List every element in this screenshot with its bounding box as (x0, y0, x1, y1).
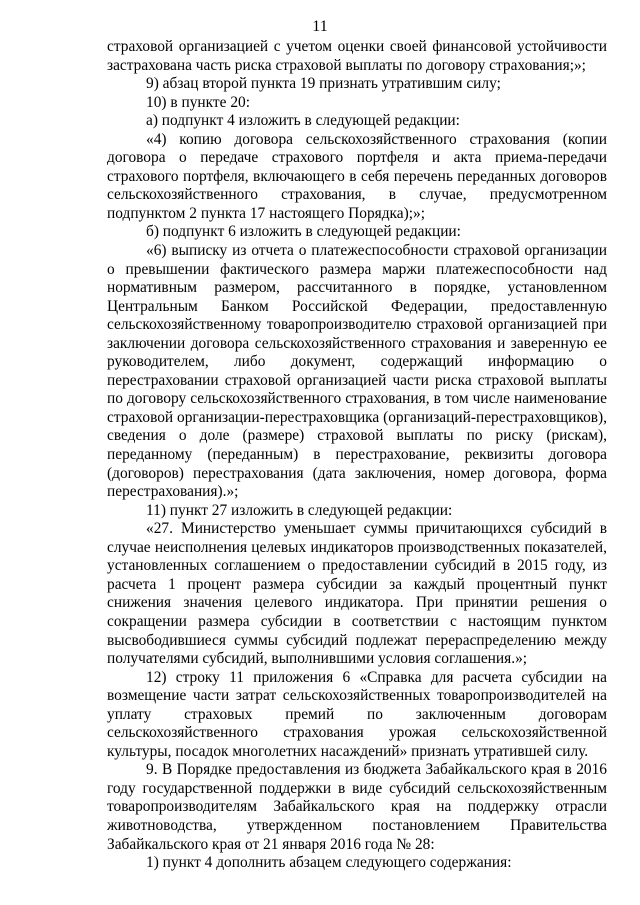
paragraph-item-10: 10) в пункте 20: (146, 93, 250, 111)
paragraph-subitem-a: а) подпункт 4 изложить в следующей редакции: (146, 112, 460, 130)
paragraph-item-11: 11) пункт 27 изложить в следующей редакции: (146, 501, 453, 519)
paragraph-item-9: 9) абзац второй пункта 19 признать утратившим силу; (146, 75, 501, 93)
page-number: 11 (312, 18, 328, 35)
paragraph-continuation: страховой организацией с учетом оценки своей финансовой устойчивости застрахована часть риска страховой выплаты по договору страхования;»; (107, 38, 607, 74)
paragraph-item-12: 12) строку 11 приложения 6 «Справка для расчета субсидии на возмещение части затрат сельскохозяйственных товаропроизводителей на уплату страховых премий по заключенным договорам сельскохозяйственного страхования урожая сельскохозяйственной культуры, посадок многолетних насаждений» признать утратившей силу. (107, 668, 607, 760)
paragraph-section-9: 9. В Порядке предоставления из бюджета Забайкальского края в 2016 году государственной поддержки в виде субсидий сельскохозяйственным товаропроизводителям Забайкальского края на поддержку отрасли животноводства, утвержденном постановлением Правительства Забайкальского края от 21 января 2016 года № 28: (107, 761, 607, 853)
paragraph-quote-27: «27. Министерство уменьшает суммы причитающихся субсидий в случае неисполнения целевых индикаторов производственных показателей, установленных соглашением о предоставлении субсидий в 2015 году, из расчета 1 процент размера субсидии за каждый процентный пункт снижения значения целевого индикатора. При принятии решения о сокращении размера субсидии в соответствии с настоящим пунктом высвободившиеся суммы субсидий подлежат перераспределению между получателями субсидий, выполнившими условия соглашения.»; (107, 520, 607, 668)
paragraph-subitem-b: б) подпункт 6 изложить в следующей редакции: (146, 223, 461, 241)
paragraph-quote-6: «6) выписку из отчета о платежеспособности страховой организации о превышении фактического размера маржи платежеспособности над нормативным размером, рассчитанного в порядке, установленном Центральным Банком Российской Федерации, предоставленную сельскохозяйственному товаропроизводителю страховой организацией при заключении договора сельскохозяйственного страхования и заверенную ее руководителем, либо документ, содержащий информацию о перестраховании страховой организацией части риска страховой выплаты по договору сельскохозяйственного страхования, в том числе наименование страховой организации-перестраховщика (организаций-перестраховщиков), сведения о доле (размере) страховой выплаты по риску (рискам), переданному (переданным) в перестрахование, реквизиты договора (договоров) перестрахования (дата заключения, номер договора, форма перестрахования).»; (107, 242, 608, 501)
paragraph-quote-4: «4) копию договора сельскохозяйственного страхования (копии договора о передаче страхового портфеля и акта приема-передачи страхового портфеля, включающего в себя перечень переданных договоров сельскохозяйственного страхования, в случае, предусмотренном подпунктом 2 пункта 17 настоящего Порядка);»; (107, 130, 607, 222)
document-body (107, 38, 607, 873)
paragraph-subitem-1: 1) пункт 4 дополнить абзацем следующего содержания: (146, 854, 512, 872)
